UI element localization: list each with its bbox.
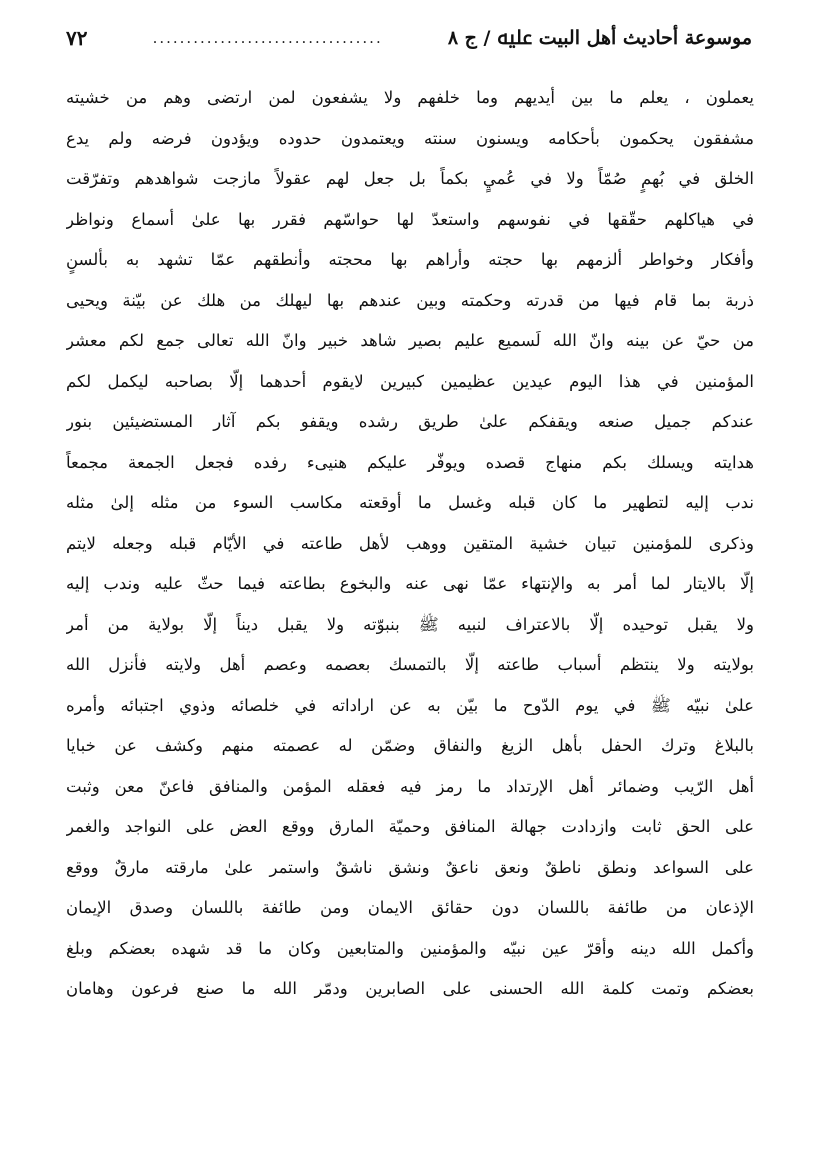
- text-line: إلّا بالايتار لما أمر به والإنتهاء عمّا نهى عنه والبخوع بطاعته فيما حثّ عليه وندب إليه: [66, 574, 754, 593]
- text-line: بولايته ولا ينتظم أسباب طاعته إلّا بالتمسك بعصمه وعصم أهل ولايته فأنزل الله: [66, 655, 754, 674]
- text-line: علىٰ نبيّه ﷺ في يوم الدّوح ما بيّن به عن اراداته في خلصائه وذوي اجتبائه وأمره: [66, 695, 754, 715]
- text-line: مشفقون يحكمون بأحكامه ويسنون سنته ويعتمدون حدوده ويؤدون فرضه ولم يدع: [66, 128, 754, 148]
- text-line: ذربة بما قام فيها من قدرته وحكمته وبين عندهم بها ليهلك من هلك عن بيّنة ويحيى: [66, 290, 754, 310]
- running-title: موسوعة أحاديث أهل البيت ﷷ / ج ٨: [447, 27, 752, 49]
- text-line: بعضكم وتمت كلمة الله الحسنى على الصابرين ودمّر الله ما صنع فرعون وهامان: [66, 979, 754, 998]
- body-text: [66, 78, 754, 1010]
- text-line: على الحق ثابت وازدادت جهالة المنافق وحميّة المارق ووقع العض على النواجد والغمر: [66, 817, 754, 836]
- text-line: يعملون ، يعلم ما بين أيديهم وما خلفهم ولا يشفعون لمن ارتضى وهم من خشيته: [66, 88, 754, 107]
- text-line: عندكم جميل صنعه ويقفكم علىٰ طريق رشده ويقفو بكم آثار المستضيئين بنور: [66, 412, 754, 431]
- text-line: من حيّ عن بينه وانّ الله لَسميع عليم بصير شاهد خبير وانّ الله تعالى جمع لكم معشر: [66, 331, 754, 350]
- page-header: [66, 18, 752, 58]
- header-leader-dots: ..................................: [152, 29, 383, 47]
- text-line: الخلق في بُهمٍ صُمّاً ولا في عُميٍ بكماً بل جعل لهم عقولاً مازجت شواهدهم وتفرّقت: [66, 169, 754, 188]
- text-line: بالبلاغ وترك الحفل بأهل الزيغ والنفاق وضمّن له عصمته منهم وكشف عن خبايا: [66, 736, 754, 755]
- text-line: على السواعد ونطق ناطقٌ ونعق ناعقٌ ونشق ناشقٌ واستمر علىٰ مارقته مارقٌ ووقع: [66, 857, 754, 877]
- text-line: أهل الرّيب وضمائر أهل الإرتداد ما رمز فيه فعقله المؤمن والمنافق فاعنّ معن وثبت: [66, 776, 754, 796]
- text-line: المؤمنين في هذا اليوم عيدين عظيمين كبيرين لايقوم أحدهما إلّا بصاحبه ليكمل لكم: [66, 371, 754, 391]
- text-line: ندب إليه لتطهير ما كان قبله وغسل ما أوقعته مكاسب السوء من مثله إلىٰ مثله: [66, 493, 754, 512]
- text-line: هدايته ويسلك بكم منهاج قصده ويوفّر عليكم هنيىء رفده فجعل الجمعة مجمعاً: [66, 452, 754, 472]
- text-line: وذكرى للمؤمنين تبيان خشية المتقين ووهب لأهل طاعته في الأيّام قبله وجعله لايتم: [66, 533, 754, 553]
- text-line: وأفكار وخواطر ألزمهم بها حجته وأراهم بها محجته وأنطقهم عمّا تشهد به بألسنٍ: [66, 250, 754, 269]
- text-line: وأكمل الله دينه وأقرّ عين نبيّه والمؤمنين والمتابعين وكان ما قد شهده بعضكم وبلغ: [66, 938, 754, 958]
- text-line: الإذعان من طائفة باللسان دون حقائق الايمان ومن طائفة باللسان وصدق الإيمان: [66, 898, 754, 917]
- text-line: ولا يقبل توحيده إلّا بالاعتراف لنبيه ﷺ بنبوّته ولا يقبل ديناً إلّا بولاية من أمر: [66, 614, 754, 634]
- page-number: ٧٢: [66, 26, 88, 50]
- text-line: في هياكلهم حقّقها في نفوسهم واستعدّ لها حواسّهم فقرر بها علىٰ أسماع ونواظر: [66, 209, 754, 229]
